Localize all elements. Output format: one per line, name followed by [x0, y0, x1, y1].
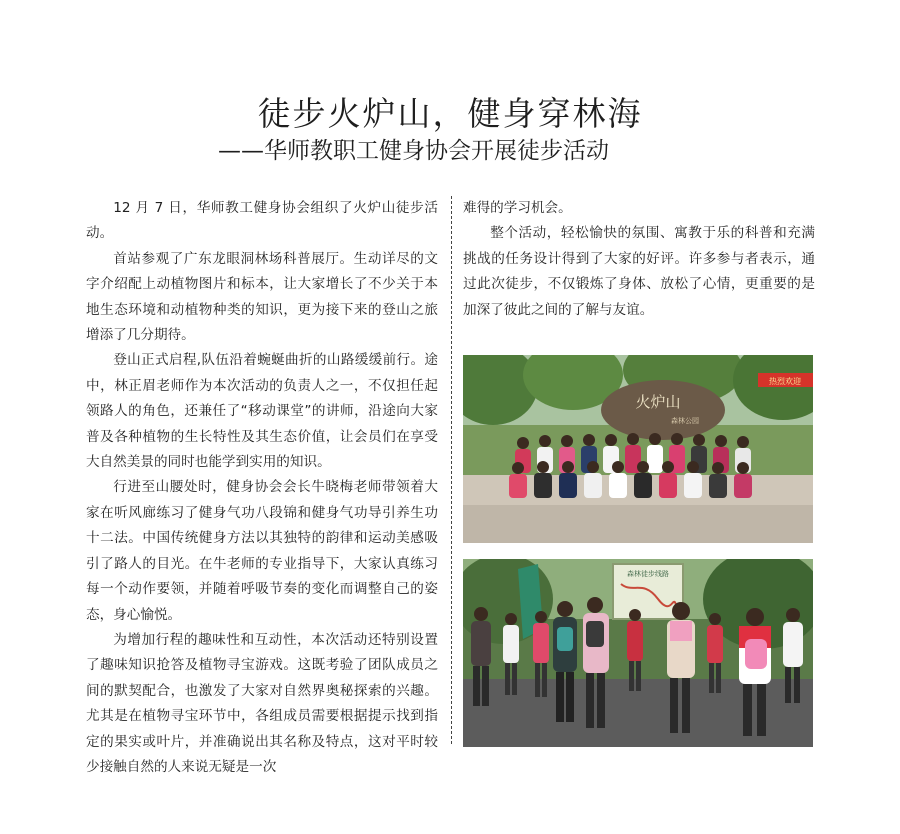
- paragraph-qigong: 行进至山腰处时，健身协会会长牛晓梅老师带领着大家在听风廊练习了健身气功八段锦和健身气功导引养生功十二法。中国传统健身方法以其独特的韵律和运动美感吸引了路人的目光。在牛老师的专业指导下，大家认真练习每一个动作要领，并随着呼吸节奏的变化而调整自己的姿态，身心愉悦。: [86, 479, 438, 623]
- paragraph-continuation: 难得的学习机会。: [463, 200, 572, 216]
- group-photo: [463, 355, 813, 543]
- stone-text: 火炉山: [635, 393, 681, 411]
- right-column: [463, 196, 815, 323]
- stone-subtext: 森林公园: [671, 417, 699, 425]
- banner-text: 热烈欢迎: [769, 377, 801, 386]
- paragraph-climb: 登山正式启程,队伍沿着蜿蜒曲折的山路缓缓前行。途中，林正眉老师作为本次活动的负责人之一，不仅担任起领路人的角色，还兼任了“移动课堂”的讲师，沿途向大家普及各种植物的生长特性及其生态价值，让会员们在享受大自然美景的同时也能学到实用的知识。: [86, 352, 438, 471]
- column-divider: [451, 196, 452, 744]
- paragraph-games: 为增加行程的趣味性和互动性，本次活动还特别设置了趣味知识抢答及植物寻宝游戏。这既考验了团队成员之间的默契配合，也激发了大家对自然界奥秘探索的兴趣。尤其是在植物寻宝环节中，各组成员需要根据提示找到指定的果实或叶片，并准确说出其名称及特点，这对平时较少接触自然的人来说无疑是一次: [86, 631, 438, 775]
- paragraph-date: 12 月 7 日，华师教工健身协会组织了火炉山徒步活动。: [86, 200, 438, 242]
- article-subtitle: ——华师教职工健身协会开展徒步活动: [218, 138, 609, 164]
- paragraph-exhibition: 首站参观了广东龙眼洞林场科普展厅。生动详尽的文字介绍配上动植物图片和标本，让大家增长了不少关于本地生态环境和动植物种类的知识，更为接下来的登山之旅增添了几分期待。: [86, 250, 438, 344]
- sign-text: 森林徒步线路: [627, 570, 669, 578]
- article-title: 徒步火炉山，健身穿林海: [257, 94, 643, 133]
- paragraph-summary: 整个活动，轻松愉快的氛围、寓教于乐的科普和充满挑战的任务设计得到了大家的好评。许多参与者表示，通过此次徒步，不仅锻炼了身体、放松了心情，更重要的是加深了彼此之间的了解与友谊。: [463, 225, 815, 318]
- hiking-photo: [463, 559, 813, 747]
- left-column: [86, 196, 438, 780]
- pink-backpack: [745, 639, 767, 669]
